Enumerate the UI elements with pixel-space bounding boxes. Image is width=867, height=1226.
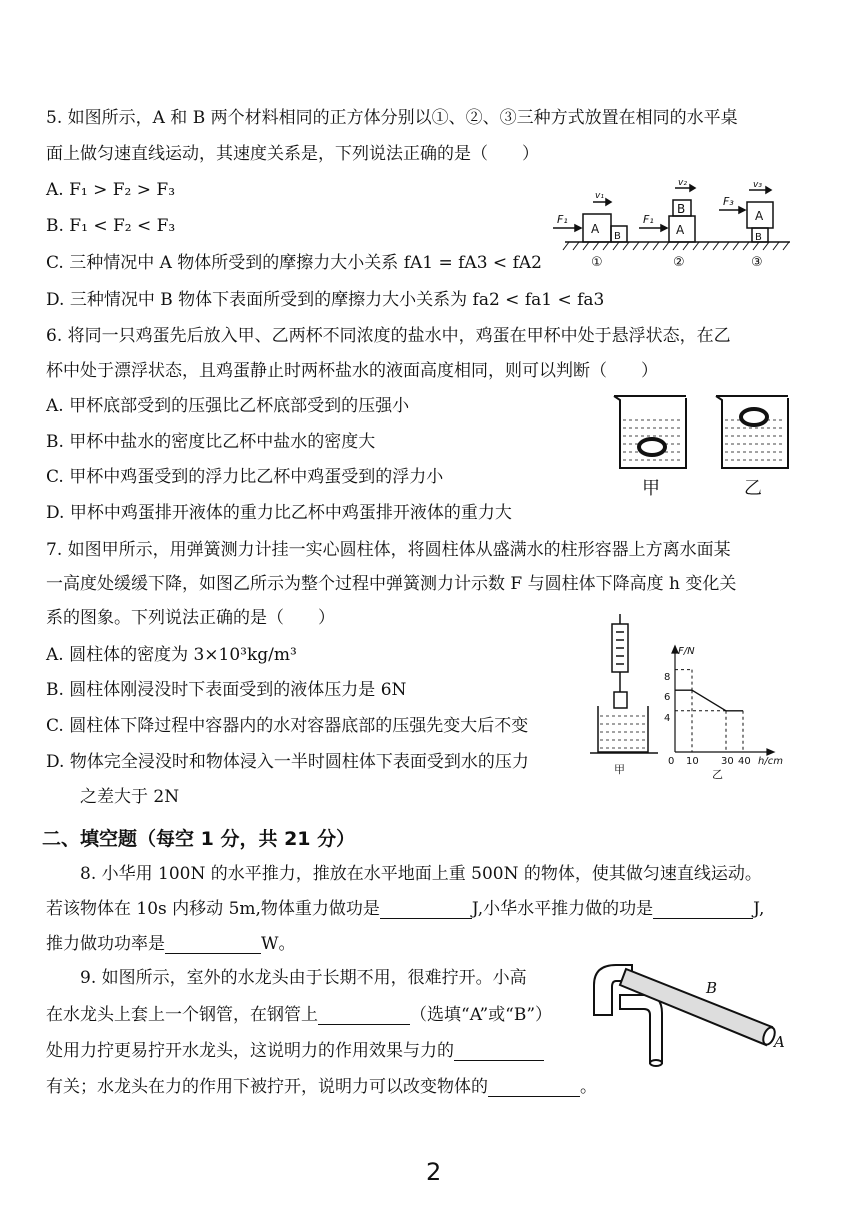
- q5-force2-label: F₁: [643, 213, 654, 226]
- page-number: 2: [426, 1158, 442, 1186]
- q5-force3-label: F₃: [723, 195, 734, 208]
- q9-line2: [46, 1005, 552, 1025]
- q9-blank-position[interactable]: [318, 1008, 410, 1025]
- q8-line3: [46, 934, 295, 954]
- q7-ytick-8: 8: [664, 672, 671, 683]
- q6-option-d: D. 甲杯中鸡蛋排开液体的重力比乙杯中鸡蛋排开液体的重力大: [46, 503, 512, 523]
- q7-stem-line2: 一高度处缓缓下降，如图乙所示为整个过程中弹簧测力计示数 F 与圆柱体下降高度 h 变化关: [46, 574, 737, 594]
- q9-line4: [46, 1077, 597, 1097]
- q5-case2-b-label: B: [677, 202, 686, 216]
- q7-stem-line1: 7. 如图甲所示，用弹簧测力计挂一实心圆柱体，将圆柱体从盛满水的柱形容器上方离水面某: [46, 540, 731, 560]
- q6-egg-yi: [741, 409, 767, 425]
- q7-container: [598, 706, 648, 752]
- q8-blank-power[interactable]: [165, 937, 261, 954]
- q9-line3: [46, 1041, 544, 1061]
- q8-text-part2: J,小华水平推力做的功是: [471, 899, 654, 919]
- q5-case2-label: ②: [673, 255, 685, 270]
- q5-option-a: A. F₁ > F₂ > F₃: [46, 180, 176, 200]
- q5-vel1-label: v₁: [595, 191, 604, 201]
- q6-beaker-jia: [614, 396, 686, 468]
- q5-force1-label: F₁: [557, 213, 568, 226]
- q6-beaker-yi: [716, 396, 788, 468]
- q7-xtick-40: 40: [738, 756, 751, 767]
- q5-case1-label: ①: [591, 255, 603, 270]
- q8-blank-gravity-work[interactable]: [380, 902, 472, 919]
- q9-blank-state[interactable]: [488, 1080, 580, 1097]
- q7-apparatus-figure: [590, 612, 662, 777]
- q7-graph-ylabel: F/N: [678, 646, 695, 657]
- q6-stem-line2: 杯中处于漂浮状态，且鸡蛋静止时两杯盐水的液面高度相同，则可以判断（ ）: [46, 361, 658, 381]
- q6-egg-jia: [639, 439, 665, 455]
- q6-label-yi: 乙: [744, 478, 762, 499]
- q8-text-part1: 若该物体在 10s 内移动 5m,物体重力做功是: [46, 899, 380, 919]
- q9-text-part5: 。: [580, 1077, 597, 1097]
- q5-case1-b-label: B: [614, 231, 621, 242]
- q5-option-c: C. 三种情况中 A 物体所受到的摩擦力大小关系 fA1 = fA3 < fA2: [46, 253, 542, 273]
- q5-case1-a-label: A: [591, 222, 600, 236]
- q5-vel3-label: v₃: [753, 180, 762, 190]
- q7-label-yi: 乙: [712, 768, 723, 780]
- q7-option-b: B. 圆柱体刚浸没时下表面受到的液体压力是 6N: [46, 680, 407, 700]
- q6-beakers-figure: [606, 390, 806, 500]
- q7-option-a: A. 圆柱体的密度为 3×10³kg/m³: [46, 645, 297, 665]
- q9-label-b: B: [706, 979, 718, 997]
- q5-case3-a-label: A: [755, 209, 764, 223]
- q7-ytick-4: 4: [664, 713, 671, 724]
- q6-option-a: A. 甲杯底部受到的压强比乙杯底部受到的压强小: [46, 396, 410, 416]
- q9-label-a: A: [774, 1033, 785, 1051]
- q6-option-c: C. 甲杯中鸡蛋受到的浮力比乙杯中鸡蛋受到的浮力小: [46, 467, 444, 487]
- q8-blank-push-work[interactable]: [653, 902, 753, 919]
- q7-ytick-6: 6: [664, 692, 671, 703]
- q7-graph-line: [675, 690, 743, 711]
- q7-xtick-0: 0: [668, 756, 675, 767]
- section-title-fill-blank: 二、填空题（每空 1 分，共 21 分）: [42, 828, 356, 850]
- q5-option-d: D. 三种情况中 B 物体下表面所受到的摩擦力大小关系为 fa2 < fa1 < fa3: [46, 290, 605, 310]
- q7-label-jia: 甲: [614, 763, 625, 776]
- q7-graph-xlabel: h/cm: [758, 756, 783, 767]
- q8-line2: [46, 899, 764, 919]
- q7-force-height-graph: [660, 640, 795, 780]
- q9-faucet-figure: [586, 955, 796, 1075]
- q5-case3-b-label: B: [755, 232, 762, 243]
- q6-option-b: B. 甲杯中盐水的密度比乙杯中盐水的密度大: [46, 432, 376, 452]
- q9-text-part2: （选填“A”或“B”）: [410, 1005, 553, 1025]
- q8-line1: 8. 小华用 100N 的水平推力，推放在水平地面上重 500N 的物体，使其做匀速直线运动。: [80, 864, 762, 884]
- q5-stem-line2: 面上做匀速直线运动，其速度关系是，下列说法正确的是（ ）: [46, 144, 539, 164]
- q7-option-c: C. 圆柱体下降过程中容器内的水对容器底部的压强先变大后不变: [46, 716, 529, 736]
- q5-blocks-figure: [545, 178, 795, 270]
- q9-blank-force-factor[interactable]: [454, 1044, 544, 1061]
- q7-xtick-30: 30: [721, 756, 734, 767]
- q5-stem-line1: 5. 如图所示，A 和 B 两个材料相同的正方体分别以①、②、③三种方式放置在相同的水平桌: [46, 108, 738, 128]
- q9-line1: 9. 如图所示，室外的水龙头由于长期不用，很难拧开。小高: [80, 968, 527, 988]
- q5-case3-label: ③: [751, 255, 763, 270]
- q9-text-part4: 有关；水龙头在力的作用下被拧开，说明力可以改变物体的: [46, 1077, 488, 1097]
- q8-text-part5: W。: [261, 934, 296, 954]
- q6-stem-line1: 6. 将同一只鸡蛋先后放入甲、乙两杯不同浓度的盐水中，鸡蛋在甲杯中处于悬浮状态，在乙: [46, 326, 731, 346]
- q7-xtick-10: 10: [686, 756, 699, 767]
- q5-vel2-label: v₂: [678, 178, 687, 188]
- q9-text-part1: 在水龙头上套上一个钢管，在钢管上: [46, 1005, 318, 1025]
- q8-text-part4: 推力做功功率是: [46, 934, 165, 954]
- q9-text-part3: 处用力拧更易拧开水龙头，这说明力的作用效果与力的: [46, 1041, 454, 1061]
- q8-text-part3: J,: [753, 899, 765, 919]
- q7-cylinder: [614, 692, 627, 708]
- q5-option-b: B. F₁ < F₂ < F₃: [46, 216, 176, 236]
- q5-case2-a-label: A: [676, 223, 685, 237]
- q7-option-d-line1: D. 物体完全浸没时和物体浸入一半时圆柱体下表面受到水的压力: [46, 752, 529, 772]
- q7-stem-line3: 系的图象。下列说法正确的是（ ）: [46, 608, 335, 628]
- q6-label-jia: 甲: [642, 478, 660, 499]
- q7-option-d-line2: 之差大于 2N: [80, 787, 180, 807]
